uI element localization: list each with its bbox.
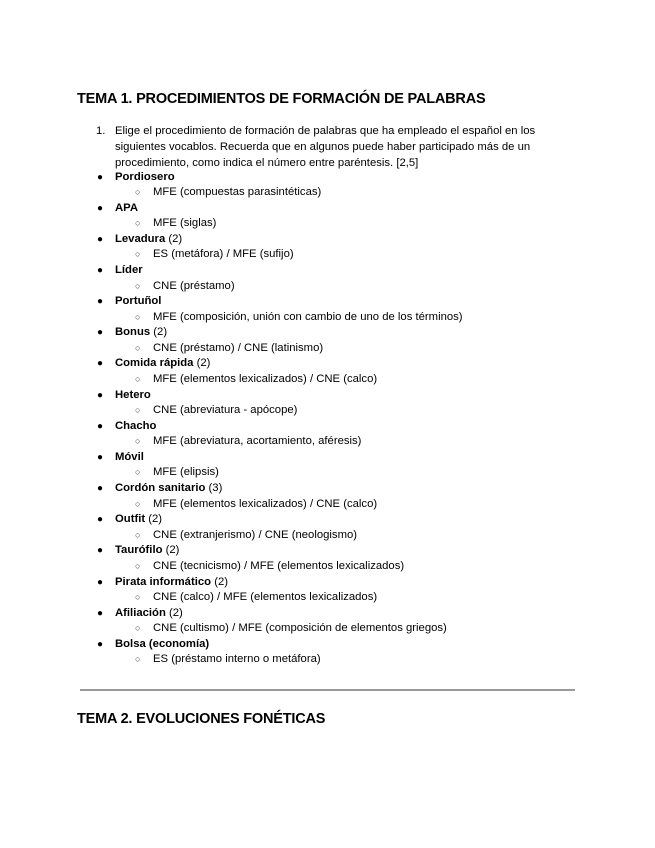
circle-bullet-icon: ○ (135, 592, 141, 603)
answer-text: MFE (elipsis) (153, 466, 219, 479)
answer-text: CNE (extranjerismo) / CNE (neologismo) (153, 528, 358, 541)
answer-text: MFE (composición, unión con cambio de uno de los términos) (153, 310, 463, 323)
bullet-icon: ● (97, 171, 104, 183)
vocab-word: Comida rápida (115, 357, 194, 370)
circle-bullet-icon: ○ (135, 405, 141, 416)
bullet-icon: ● (97, 358, 104, 370)
circle-bullet-icon: ○ (135, 187, 141, 198)
vocab-word: Taurófilo (115, 544, 163, 557)
answer-text: MFE (elementos lexicalizados) / CNE (calco) (153, 373, 378, 386)
bullet-icon: ● (97, 607, 104, 619)
vocab-word: Afiliación (115, 606, 166, 619)
vocab-word: Cordón sanitario (115, 482, 206, 495)
horizontal-divider (80, 689, 575, 691)
vocab-count: (2) (168, 232, 183, 245)
answer-text: CNE (préstamo) (153, 279, 235, 292)
bullet-icon: ● (97, 451, 104, 463)
circle-bullet-icon: ○ (135, 311, 141, 322)
vocab-word: Líder (115, 263, 143, 276)
vocab-count: (2) (165, 544, 180, 557)
vocab-count: (2) (148, 513, 163, 526)
vocab-word: Bonus (115, 326, 151, 339)
vocab-count: (2) (196, 357, 211, 370)
bullet-icon: ● (97, 483, 104, 495)
answer-text: ES (préstamo interno o metáfora) (153, 653, 321, 666)
vocab-word: Hetero (115, 388, 151, 401)
circle-bullet-icon: ○ (135, 218, 141, 229)
vocab-word: Bolsa (economía) (115, 637, 210, 650)
vocab-word: Portuñol (115, 295, 162, 308)
circle-bullet-icon: ○ (135, 623, 141, 634)
question-text: Elige el procedimiento de formación de palabras que ha empleado el español en los siguientes vocablos. Recuerda que en algunos puede haber participado más de un procedimiento, como indica el número entre paréntesis. [2,5] (115, 125, 536, 169)
answer-text: CNE (tecnicismo) / MFE (elementos lexicalizados) (153, 559, 405, 572)
question-1 (96, 123, 566, 171)
circle-bullet-icon: ○ (135, 374, 141, 385)
bullet-icon: ● (97, 545, 104, 557)
circle-bullet-icon: ○ (135, 249, 141, 260)
vocab-word: APA (115, 201, 139, 214)
tema1-heading: TEMA 1. PROCEDIMIENTOS DE FORMACIÓN DE PALABRAS (77, 91, 486, 107)
bullet-icon: ● (97, 420, 104, 432)
tema2-heading: TEMA 2. EVOLUCIONES FONÉTICAS (77, 711, 326, 727)
bullet-icon: ● (97, 638, 104, 650)
answer-text: ES (metáfora) / MFE (sufijo) (153, 248, 294, 261)
circle-bullet-icon: ○ (135, 280, 141, 291)
bullet-icon: ● (97, 576, 104, 588)
bullet-icon: ● (97, 327, 104, 339)
answer-text: MFE (compuestas parasintéticas) (153, 186, 322, 199)
vocab-word: Levadura (115, 232, 166, 245)
circle-bullet-icon: ○ (135, 560, 141, 571)
circle-bullet-icon: ○ (135, 342, 141, 353)
bullet-icon: ● (97, 514, 104, 526)
bullet-icon: ● (97, 389, 104, 401)
bullet-icon: ● (97, 202, 104, 214)
answer-text: MFE (abreviatura, acortamiento, aféresis) (153, 435, 362, 448)
circle-bullet-icon: ○ (135, 498, 141, 509)
circle-bullet-icon: ○ (135, 436, 141, 447)
answer-text: CNE (calco) / MFE (elementos lexicalizados) (153, 591, 378, 604)
circle-bullet-icon: ○ (135, 529, 141, 540)
vocab-word: Pirata informático (115, 575, 212, 588)
question-number: 1. (96, 125, 106, 137)
vocab-count: (2) (153, 326, 168, 339)
circle-bullet-icon: ○ (135, 467, 141, 478)
vocab-word: Pordiosero (115, 170, 175, 183)
answer-text: MFE (elementos lexicalizados) / CNE (calco) (153, 497, 378, 510)
answer-text: MFE (siglas) (153, 217, 217, 230)
vocab-word: Chacho (115, 419, 157, 432)
answer-text: CNE (abreviatura - apócope) (153, 404, 298, 417)
answer-text: CNE (cultismo) / MFE (composición de elementos griegos) (153, 622, 447, 635)
vocab-count: (3) (208, 482, 223, 495)
vocab-word: Móvil (115, 450, 144, 463)
vocab-word: Outfit (115, 513, 146, 526)
vocab-count: (2) (214, 575, 228, 588)
vocab-count: (2) (168, 606, 183, 619)
bullet-icon: ● (97, 233, 104, 245)
circle-bullet-icon: ○ (135, 654, 141, 665)
answer-text: CNE (préstamo) / CNE (latinismo) (153, 341, 324, 354)
bullet-icon: ● (97, 264, 104, 276)
bullet-icon: ● (97, 296, 104, 308)
